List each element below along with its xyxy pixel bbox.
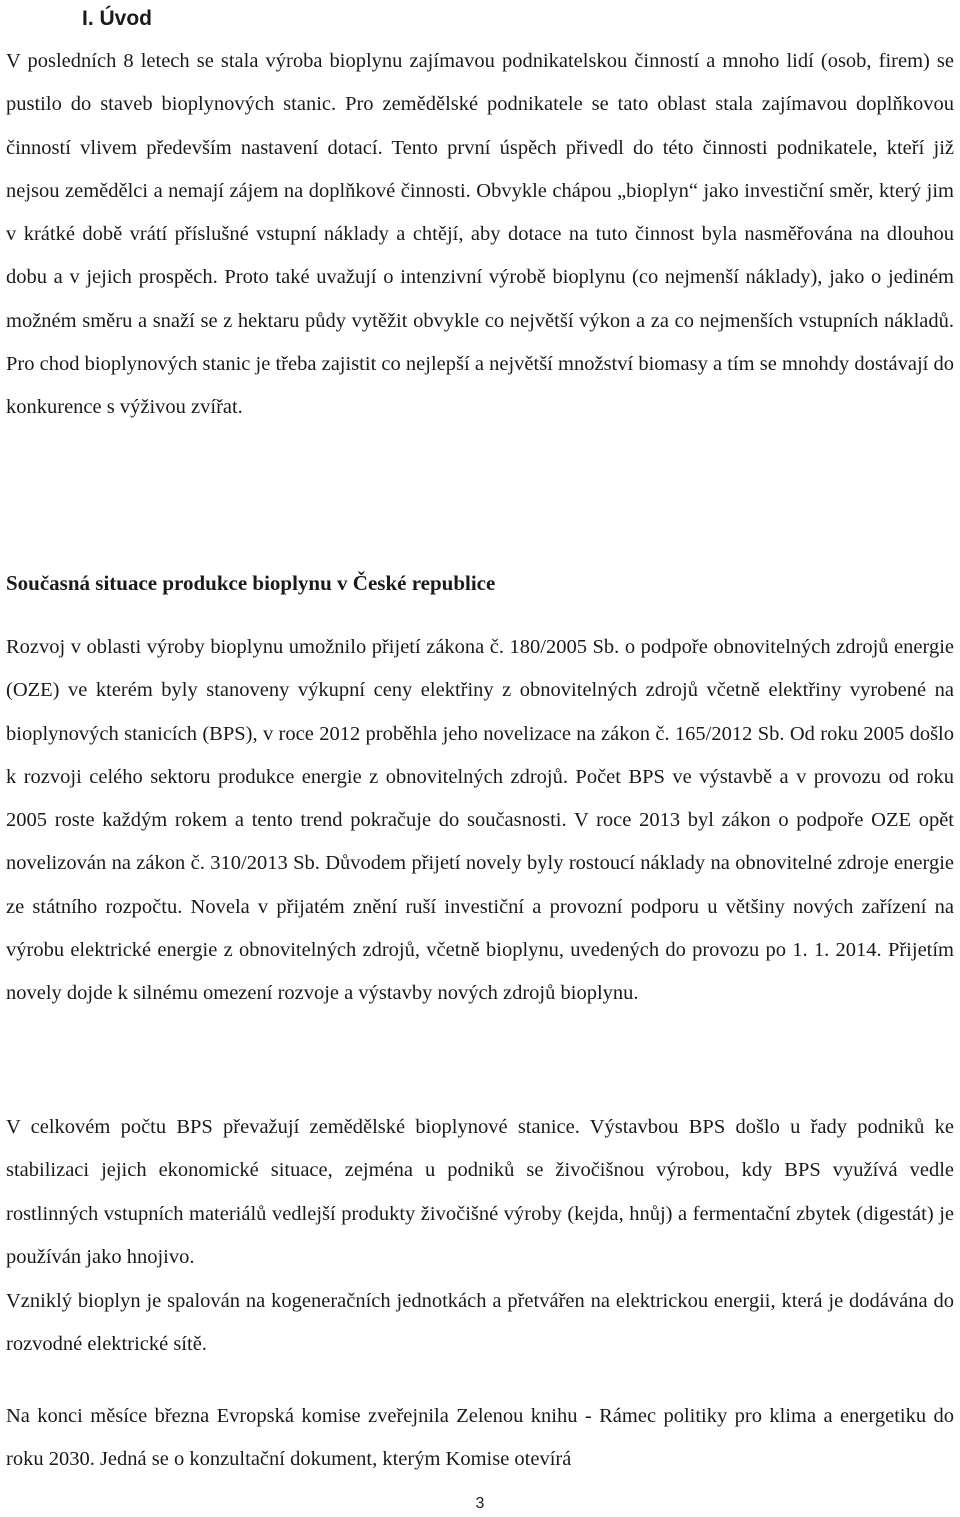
- paragraph-cogeneration: Vzniklý bioplyn je spalován na kogeneračních jednotkách a přetvářen na elektrickou energii, která je dodávána do rozvodné elektrické sítě.: [6, 1290, 954, 1356]
- section-heading: Současná situace produkce bioplynu v České republice: [6, 571, 496, 595]
- paragraph-agricultural-bps: V celkovém počtu BPS převažují zemědělské bioplynové stanice. Výstavbou BPS došlo u řady podniků ke stabilizaci jejich ekonomické situace, zejména u podniků se živočišnou výrobou, kdy BPS využívá vedle rostlinných vstupních materiálů vedlejší produkty živočišné výroby (kejda, hnůj) a fermentační zbytek (digestát) je používán jako hnojivo.: [6, 1116, 954, 1268]
- chapter-heading: I. Úvod: [82, 7, 153, 30]
- paragraph-legislation: Rozvoj v oblasti výroby bioplynu umožnilo přijetí zákona č. 180/2005 Sb. o podpoře obnovitelných zdrojů energie (OZE) ve kterém byly stanoveny výkupní ceny elektřiny z obnovitelných zdrojů včetně elektřiny vyrobené na bioplynových stanicích (BPS), v roce 2012 proběhla jeho novelizace na zákon č. 165/2012 Sb. Od roku 2005 došlo k rozvoji celého sektoru produkce energie z obnovitelných zdrojů. Počet BPS ve výstavbě a v provozu od roku 2005 roste každým rokem a tento trend pokračuje do současnosti. V roce 2013 byl zákon o podpoře OZE opět novelizován na zákon č. 310/2013 Sb. Důvodem přijetí novely byly rostoucí náklady na obnovitelné zdroje energie ze státního rozpočtu. Novela v přijatém znění ruší investiční a provozní podporu u většiny nových zařízení na výrobu elektrické energie z obnovitelných zdrojů, včetně bioplynu, uvedených do provozu po 1. 1. 2014. Přijetím novely dojde k silnému omezení rozvoje a výstavby nových zdrojů bioplynu.: [6, 636, 954, 1005]
- paragraph-green-paper: Na konci měsíce března Evropská komise zveřejnila Zelenou knihu - Rámec politiky pro klima a energetiku do roku 2030. Jedná se o konzultační dokument, kterým Komise otevírá: [6, 1405, 954, 1471]
- paragraph-intro: V posledních 8 letech se stala výroba bioplynu zajímavou podnikatelskou činností a mnoho lidí (osob, firem) se pustilo do staveb bioplynových stanic. Pro zemědělské podnikatele se tato oblast stala zajímavou doplňkovou činností vlivem především nastavení dotací. Tento první úspěch přivedl do této činnosti podnikatele, kteří již nejsou zemědělci a nemají zájem na doplňkové činnosti. Obvykle chápou „bioplyn“ jako investiční směr, který jim v krátké době vrátí příslušné vstupní náklady a chtějí, aby dotace na tuto činnost byla nasměřována na dlouhou dobu a v jejich prospěch. Proto také uvažují o intenzivní výrobě bioplynu (co nejmenší náklady), jako o jediném možném směru a snaží se z hektaru půdy vytěžit obvykle co největší výkon a za co nejmenších vstupních nákladů. Pro chod bioplynových stanic je třeba zajistit co nejlepší a největší množství biomasy a tím se mnohdy dostávají do konkurence s výživou zvířat.: [6, 50, 954, 419]
- page-number: 3: [475, 1495, 485, 1512]
